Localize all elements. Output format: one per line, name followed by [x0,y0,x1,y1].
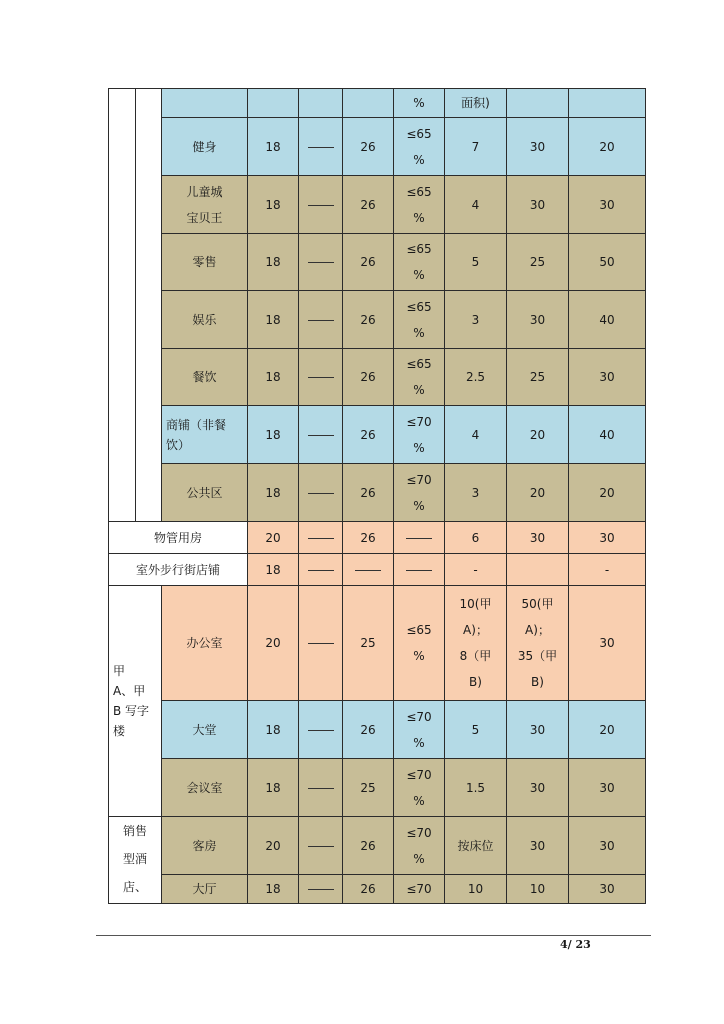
dash-line [355,570,381,571]
dash-cell [299,554,343,586]
cell: 18 [248,875,299,904]
cell: 30 [507,817,569,875]
humidity-cell [394,817,445,875]
table-row [109,817,646,875]
cell: 18 [248,118,299,176]
cell-line: 35（甲 [517,649,558,663]
cell: 25 [507,349,569,406]
dash-cell [343,554,394,586]
table-row [109,875,646,904]
dash-cell [299,701,343,759]
dash-line [308,788,334,789]
group-line: 销售 [122,824,147,838]
cell: 3 [445,291,507,349]
cell: 30 [507,759,569,817]
dash-cell [299,176,343,234]
humidity-cell [394,291,445,349]
cell: 4 [445,176,507,234]
dash-line [308,846,334,847]
cell: 面积) [445,89,507,118]
cell: 18 [248,701,299,759]
row-name: 公共区 [162,464,248,522]
cell [569,89,646,118]
cell: 26 [343,522,394,554]
table-row [109,759,646,817]
humidity-unit: % [413,851,425,866]
humidity-value: ≤70 [406,709,432,724]
humidity-cell [394,464,445,522]
cell: 26 [343,701,394,759]
cell: 1.5 [445,759,507,817]
table-row [109,234,646,291]
dash-line [308,262,334,263]
cell: 6 [445,522,507,554]
dash-cell [299,291,343,349]
cell [507,554,569,586]
humidity-unit: % [413,210,425,225]
cell: 10 [445,875,507,904]
cell: 按床位 [445,817,507,875]
dash-line [308,205,334,206]
table-row [109,176,646,234]
row-name-line: 儿童城 [186,184,223,199]
group-cell-commercial [109,89,136,522]
dash-line [308,889,334,890]
humidity-value: ≤65 [406,623,432,637]
cell: 18 [248,759,299,817]
row-name: 大堂 [162,701,248,759]
dash-cell [299,118,343,176]
humidity-cell [394,586,445,701]
dash-cell [299,522,343,554]
table-row [109,118,646,176]
cell [299,89,343,118]
dash-cell [394,554,445,586]
dash-cell [299,234,343,291]
cell: 20 [248,522,299,554]
row-name [162,89,248,118]
dash-cell [299,464,343,522]
row-name: 零售 [162,234,248,291]
group-line: B 写字 [113,704,150,718]
cell: 20 [507,464,569,522]
humidity-value: ≤65 [406,184,432,199]
cell [343,89,394,118]
cell-line: 10(甲 [459,597,492,611]
cell: 7 [445,118,507,176]
humidity-cell [394,406,445,464]
humidity-unit: % [413,152,425,167]
humidity-cell [394,118,445,176]
humidity-unit: % [413,440,425,455]
dash-line [308,643,334,644]
dash-line [308,320,334,321]
row-name: 健身 [162,118,248,176]
cell: 26 [343,875,394,904]
humidity-unit: % [413,383,425,397]
humidity-value: ≤70 [406,767,432,782]
cell: 25 [507,234,569,291]
cell: 18 [248,406,299,464]
row-name: 室外步行街店铺 [109,554,248,586]
dash-cell [299,586,343,701]
cell-line: A)； [525,623,550,637]
humidity-value: ≤65 [406,299,432,314]
cell-line: B) [531,675,544,689]
group-cell-office [109,586,162,817]
cell: 26 [343,176,394,234]
humidity-cell [394,701,445,759]
cell: 40 [569,406,646,464]
humidity-cell [394,349,445,406]
cell: 5 [445,234,507,291]
dash-cell [299,349,343,406]
row-name [162,176,248,234]
dash-line [406,570,432,571]
cell: 18 [248,234,299,291]
table-row [109,464,646,522]
dash-line [308,730,334,731]
humidity-value: ≤65 [406,357,432,371]
group-line: 店、 [122,880,147,894]
table-row [109,586,646,701]
row-name-line: 宝贝王 [186,210,223,225]
cell: 30 [569,349,646,406]
cell: 18 [248,464,299,522]
humidity-unit: % [413,325,425,340]
cell: 18 [248,291,299,349]
cell: 20 [248,586,299,701]
dash-cell [299,406,343,464]
row-name-line: 饮） [166,437,191,452]
cell: 30 [569,176,646,234]
table-row [109,554,646,586]
humidity-cell [394,759,445,817]
humidity-value: ≤65 [406,126,432,141]
cell: 3 [445,464,507,522]
row-name: 会议室 [162,759,248,817]
group-line: 型酒 [122,852,147,866]
cell: 20 [569,701,646,759]
cell: 50 [569,234,646,291]
humidity-unit: % [413,649,425,663]
cell: 30 [569,875,646,904]
row-name: 物管用房 [109,522,248,554]
dash-line [308,435,334,436]
dash-cell [299,759,343,817]
dash-line [406,538,432,539]
cell: 18 [248,349,299,406]
humidity-value: ≤65 [406,242,432,256]
dash-cell [299,875,343,904]
cell: 30 [507,176,569,234]
table-row [109,522,646,554]
cell: 10 [507,875,569,904]
cell: 40 [569,291,646,349]
multiline-cell [445,586,507,701]
cell-line: B) [469,675,482,689]
group-cell-commercial-inner [136,89,162,522]
footer-divider [96,935,651,936]
row-name [162,406,248,464]
table-row [109,406,646,464]
cell: % [394,89,445,118]
dash-line [308,147,334,148]
cell: ≤70 [394,875,445,904]
dash-cell [394,522,445,554]
humidity-value: ≤70 [406,825,432,840]
cell: 26 [343,406,394,464]
cell: 2.5 [445,349,507,406]
group-line: A、甲 [113,684,146,698]
row-name: 客房 [162,817,248,875]
cell: 20 [507,406,569,464]
cell: 25 [343,586,394,701]
row-name: 娱乐 [162,291,248,349]
humidity-cell [394,176,445,234]
humidity-value: ≤70 [406,414,432,429]
cell: 18 [248,554,299,586]
cell: 30 [569,586,646,701]
cell: 26 [343,464,394,522]
humidity-unit: % [413,268,425,282]
cell: - [569,554,646,586]
humidity-unit: % [413,498,425,513]
dash-line [308,538,334,539]
cell: 26 [343,234,394,291]
table-row [109,291,646,349]
dash-line [308,570,334,571]
row-name: 餐饮 [162,349,248,406]
cell [507,89,569,118]
dash-line [308,493,334,494]
cell: 20 [569,464,646,522]
cell: 20 [248,817,299,875]
cell: 30 [507,291,569,349]
cell: 26 [343,349,394,406]
table-row [109,701,646,759]
cell: 30 [507,701,569,759]
cell: 30 [507,118,569,176]
cell: 26 [343,817,394,875]
humidity-unit: % [413,793,425,808]
dash-line [308,377,334,378]
humidity-unit: % [413,735,425,750]
cell [248,89,299,118]
multiline-cell [507,586,569,701]
table-row [109,89,646,118]
row-name: 大厅 [162,875,248,904]
table-row [109,349,646,406]
cell: 30 [569,522,646,554]
group-line: 甲 [113,664,126,678]
dash-cell [299,817,343,875]
group-line: 楼 [113,724,126,738]
cell: 25 [343,759,394,817]
cell-line: 50(甲 [521,597,554,611]
cell: 18 [248,176,299,234]
row-name: 办公室 [162,586,248,701]
cell: 30 [569,759,646,817]
humidity-value: ≤70 [406,472,432,487]
cell: 4 [445,406,507,464]
cell: 26 [343,118,394,176]
cell: 5 [445,701,507,759]
group-cell-hotel [109,817,162,904]
cell: 26 [343,291,394,349]
humidity-cell [394,234,445,291]
row-name-line: 商铺（非餐 [166,417,227,432]
cell: - [445,554,507,586]
page-number: 4/ 23 [560,938,591,951]
cell: 20 [569,118,646,176]
cell-line: 8（甲 [459,649,492,663]
cell: 30 [569,817,646,875]
cell-line: A)； [463,623,488,637]
hvac-parameter-table [108,88,646,904]
cell: 30 [507,522,569,554]
